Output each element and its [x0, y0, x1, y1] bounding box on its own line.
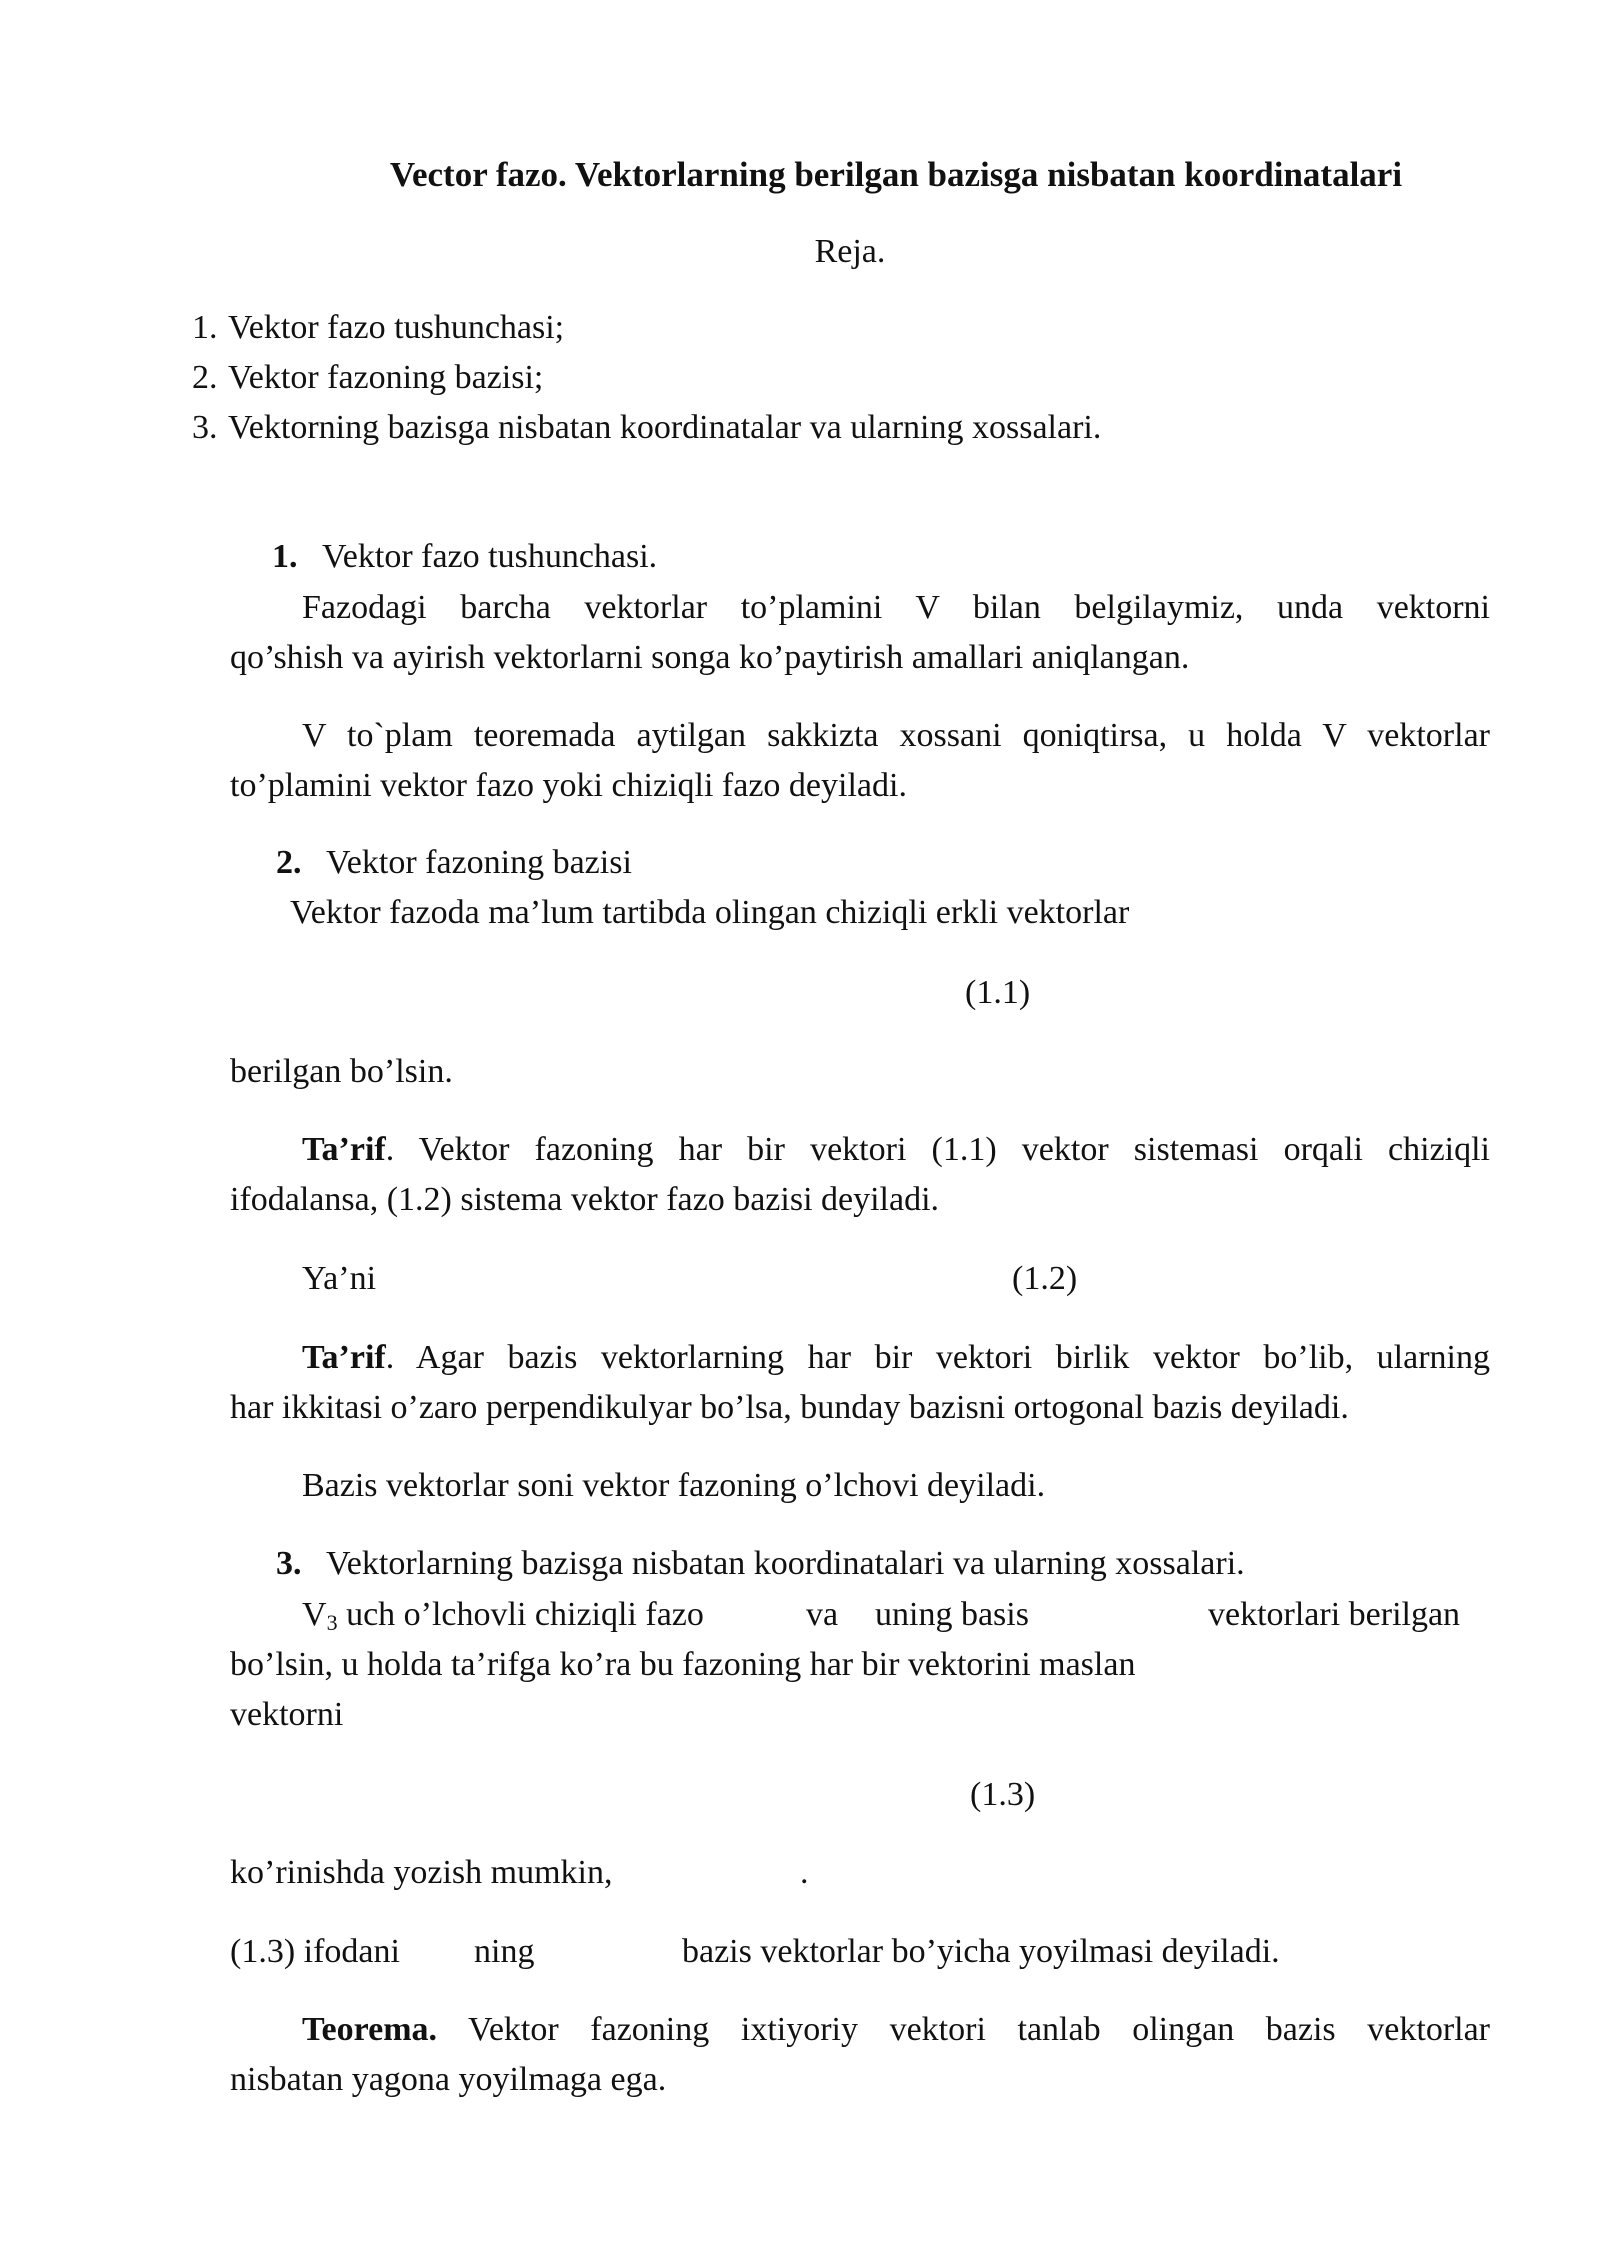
- text-fragment: ning: [474, 1933, 535, 1970]
- text-fragment: va: [806, 1596, 839, 1633]
- space-dimension: 3: [326, 1610, 338, 1635]
- plan-item: [192, 358, 543, 398]
- plan-item-number: 3.: [192, 409, 218, 446]
- equation-number: (1.1): [965, 974, 1031, 1011]
- plan-item-text: Vektor fazoning bazisi;: [228, 359, 544, 396]
- section-title: Vektorlarning bazisga nisbatan koordinatalari va ularning xossalari.: [326, 1545, 1245, 1582]
- definition-line: [302, 1130, 1490, 1170]
- section-2-heading: [276, 843, 632, 883]
- section-number: 3.: [276, 1545, 302, 1582]
- paragraph-line: vektorni: [230, 1696, 344, 1733]
- text-fragment: uch o’lchovli chiziqli fazo: [337, 1596, 704, 1633]
- paragraph-line: ifodalansa, (1.2) sistema vektor fazo bazisi deyiladi.: [230, 1181, 940, 1218]
- plan-item-number: 2.: [192, 359, 218, 396]
- text-fragment: ko’rinishda yozish mumkin,: [230, 1854, 613, 1891]
- paragraph-line: to’plamini vektor fazo yoki chiziqli fazo deyiladi.: [230, 767, 907, 804]
- paragraph-line: berilgan bo’lsin.: [230, 1053, 453, 1090]
- paragraph-line: qo’shish va ayirish vektorlarni songa ko’paytirish amallari aniqlangan.: [230, 639, 1190, 676]
- paragraph-line: [302, 1595, 704, 1635]
- theorem-text: Vektor fazoning ixtiyoriy vektori tanlab olingan bazis vektorlar: [437, 2011, 1490, 2048]
- definition-line: [302, 1338, 1490, 1378]
- section-title: Vektor fazoning bazisi: [326, 844, 632, 881]
- plan-item-text: Vektor fazo tushunchasi;: [228, 309, 565, 346]
- text-fragment: vektorlari berilgan: [1208, 1596, 1461, 1633]
- paragraph-line: Ya’ni: [302, 1260, 377, 1297]
- text-fragment: uning basis: [875, 1596, 1029, 1633]
- space-symbol: V: [302, 1596, 327, 1633]
- section-number: 1.: [272, 538, 298, 575]
- equation-number: (1.2): [1012, 1260, 1078, 1297]
- section-1-heading: [272, 537, 657, 577]
- paragraph-line: har ikkitasi o’zaro perpendikulyar bo’lsa, bunday bazisni ortogonal bazis deyiladi.: [230, 1389, 1349, 1426]
- document-title: Vector fazo. Vektorlarning berilgan bazisga nisbatan koordinatalari: [389, 155, 1403, 194]
- definition-text: . Vektor fazoning har bir vektori (1.1) vektor sistemasi orqali chiziqli: [385, 1131, 1490, 1168]
- paragraph-line: bo’lsin, u holda ta’rifga ko’ra bu fazoning har bir vektorini maslan: [230, 1646, 1136, 1683]
- text-fragment: .: [800, 1854, 809, 1891]
- definition-term: Ta’rif: [302, 1339, 386, 1376]
- equation-number: (1.3): [970, 1776, 1036, 1813]
- plan-item-text: Vektorning bazisga nisbatan koordinatalar va ularning xossalari.: [228, 409, 1102, 446]
- paragraph-line: V to`plam teoremada aytilgan sakkizta xossani qoniqtirsa, u holda V vektorlar: [302, 717, 1490, 754]
- text-fragment: bazis vektorlar bo’yicha yoyilmasi deyiladi.: [682, 1933, 1280, 1970]
- definition-text: . Agar bazis vektorlarning har bir vektori birlik vektor bo’lib, ularning: [385, 1339, 1490, 1376]
- paragraph-line: Fazodagi barcha vektorlar to’plamini V bilan belgilaymiz, unda vektorni: [302, 589, 1490, 626]
- theorem-term: Teorema.: [302, 2011, 438, 2048]
- section-3-heading: [276, 1544, 1245, 1584]
- definition-term: Ta’rif: [302, 1131, 386, 1168]
- theorem-line: [302, 2010, 1490, 2050]
- section-title: Vektor fazo tushunchasi.: [322, 538, 658, 575]
- section-number: 2.: [276, 844, 302, 881]
- plan-item-number: 1.: [192, 309, 218, 346]
- text-fragment: (1.3) ifodani: [230, 1933, 400, 1970]
- paragraph-line: Vektor fazoda ma’lum tartibda olingan chiziqli erkli vektorlar: [290, 894, 1130, 931]
- paragraph-line: nisbatan yagona yoyilmaga ega.: [230, 2061, 667, 2098]
- plan-item: [192, 408, 1101, 448]
- plan-heading: Reja.: [814, 233, 886, 270]
- paragraph-line: Bazis vektorlar soni vektor fazoning o’lchovi deyiladi.: [302, 1467, 1046, 1504]
- plan-item: [192, 308, 564, 348]
